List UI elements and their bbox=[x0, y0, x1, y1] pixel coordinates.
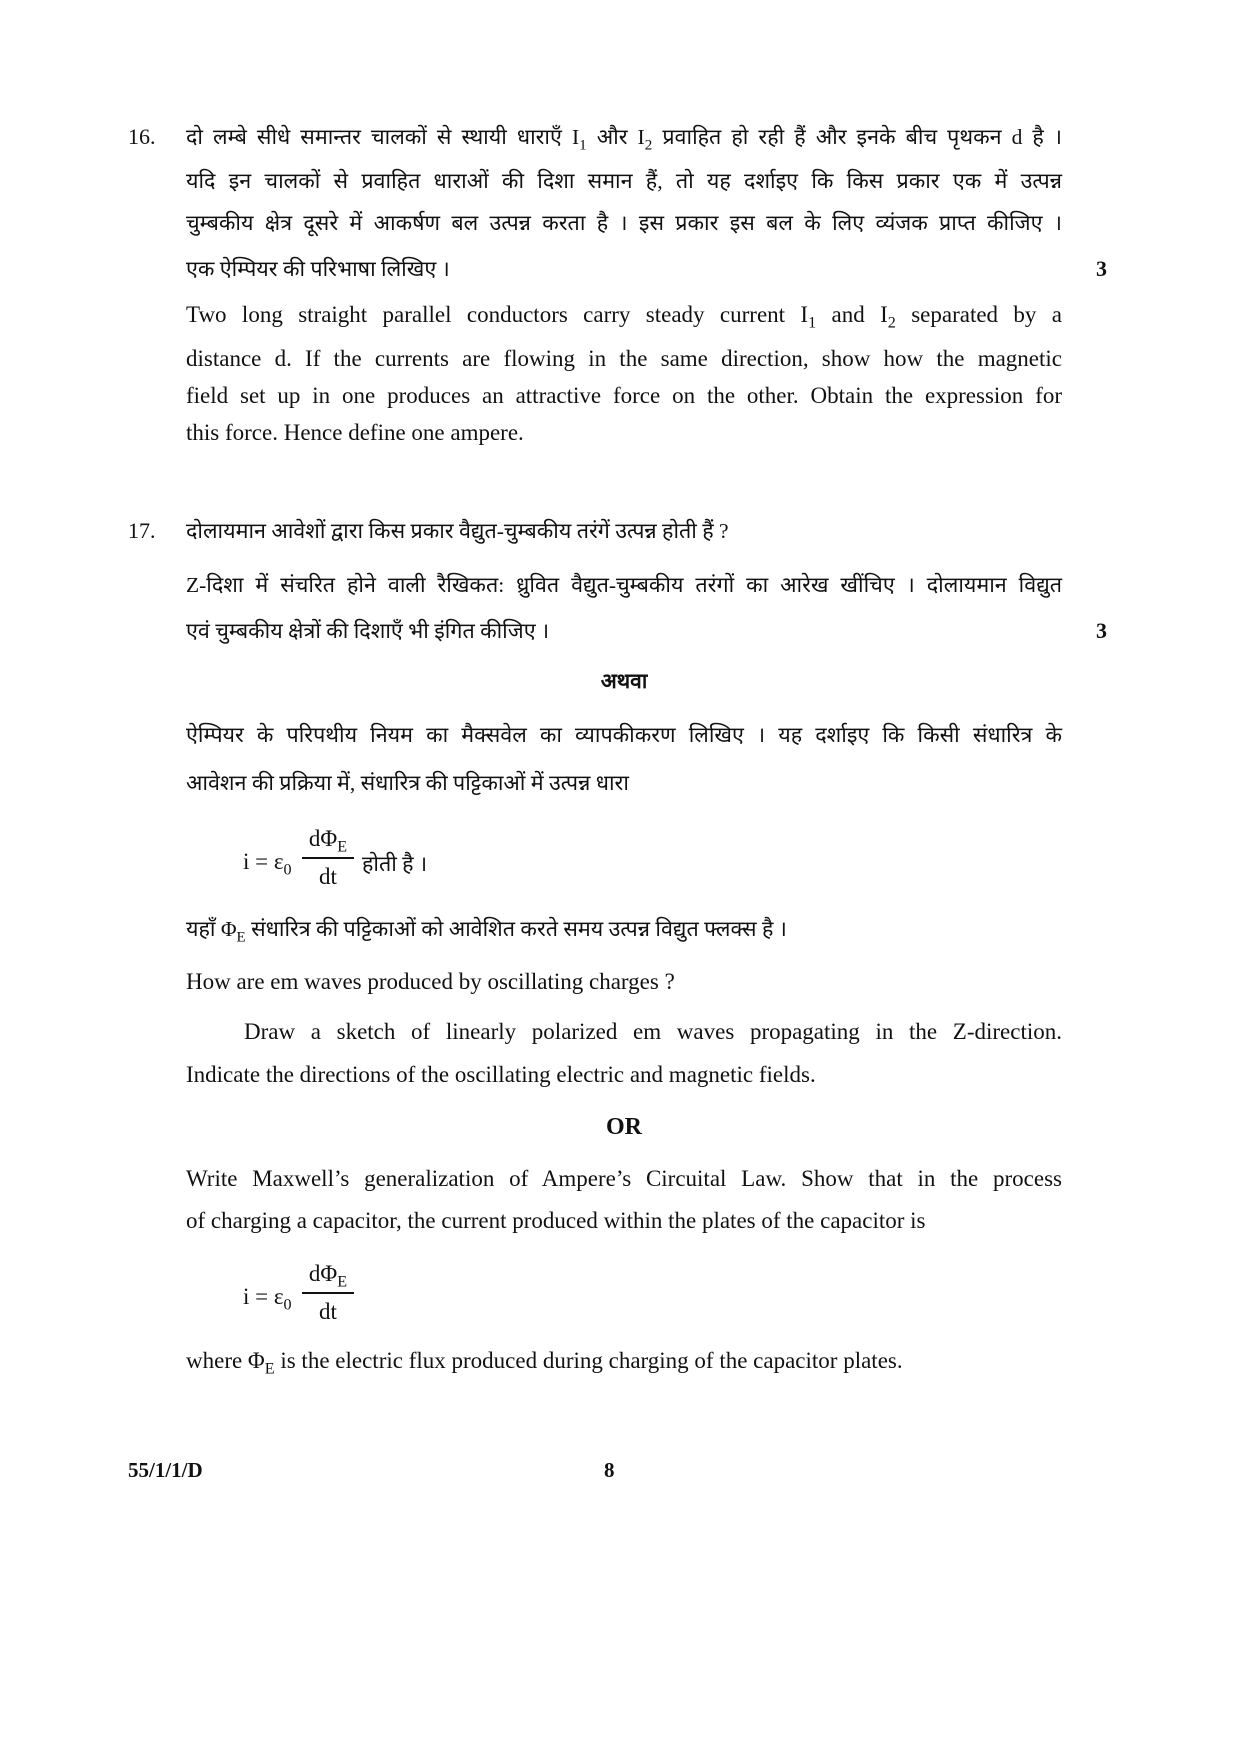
q16-hindi-line-3: चुम्बकीय क्षेत्र दूसरे में आकर्षण बल उत्पन्न करता है । इस प्रकार इस बल के लिए व्यंजक प्राप्त कीजिए । bbox=[186, 211, 1062, 235]
q17-hindi-line-2: Z-दिशा में संचरित होने वाली रैखिकत: ध्रुवित वैद्युत-चुम्बकीय तरंगों का आरेख खींचिए । दोलायमान विद्युत bbox=[186, 573, 1062, 597]
q16-hindi-line-2: यदि इन चालकों से प्रवाहित धाराओं की दिशा समान हैं, तो यह दर्शाइए कि किस प्रकार एक में उत्पन्न bbox=[186, 169, 1062, 193]
q17-or-hindi-line-2: आवेशन की प्रक्रिया में, संधारित्र की पट्टिकाओं में उत्पन्न धारा bbox=[186, 771, 629, 795]
formula-numerator: $d\Phi_E$ bbox=[308, 826, 348, 856]
formula-denominator: dt bbox=[319, 864, 337, 889]
fraction-bar bbox=[302, 1292, 354, 1294]
q16-english-line-3: field set up in one produces an attractive force on the other. Obtain the expression for bbox=[186, 383, 1062, 408]
formula-numerator: $d\Phi_E$ bbox=[308, 1261, 348, 1291]
q16-english-line-1: Two long straight parallel conductors carry steady current $I_1$ and $I_2$ separated by a bbox=[186, 302, 1063, 332]
q17-english-draw-line-2: Indicate the directions of the oscillating electric and magnetic fields. bbox=[186, 1062, 816, 1087]
formula-lhs: $i = \varepsilon_0$ bbox=[243, 1284, 292, 1314]
paper-code: 55/1/1/D bbox=[128, 1458, 203, 1482]
q17-hindi-where: यहाँ $\Phi_E$ संधारित्र की पट्टिकाओं को आवेशित करते समय उत्पन्न विद्युत फ्लक्स है । bbox=[186, 917, 787, 946]
fraction-bar bbox=[302, 857, 354, 859]
q17-english-draw-line-1: Draw a sketch of linearly polarized em waves propagating in the Z-direction. bbox=[244, 1019, 1062, 1044]
q17-english-where: where $\Phi_E$ is the electric flux produced during charging of the capacitor plates. bbox=[186, 1348, 903, 1378]
q17-hindi-line-3: एवं चुम्बकीय क्षेत्रों की दिशाएँ भी इंगित कीजिए । bbox=[186, 619, 550, 643]
q16-hindi-line-1: दो लम्बे सीधे समान्तर चालकों से स्थायी धाराएँ $I_1$ और $I_2$ प्रवाहित हो रही हैं और इनके बीच पृथकन d है । bbox=[186, 125, 1063, 154]
q16-english-line-2: distance d. If the currents are flowing in the same direction, show how the magnetic bbox=[186, 346, 1062, 371]
q16-hindi-line-4: एक ऐम्पियर की परिभाषा लिखिए । bbox=[186, 257, 450, 281]
q17-marks: 3 bbox=[1096, 618, 1107, 643]
q16-marks: 3 bbox=[1096, 256, 1107, 281]
q17-or-english-line-2: of charging a capacitor, the current produced within the plates of the capacitor is bbox=[186, 1208, 926, 1233]
formula-suffix: होती है । bbox=[362, 852, 428, 876]
q16-english-line-4: this force. Hence define one ampere. bbox=[186, 420, 524, 445]
or-hindi-heading: अथवा bbox=[600, 669, 648, 693]
or-english-heading: OR bbox=[606, 1114, 642, 1140]
q17-english-question: How are em waves produced by oscillating charges ? bbox=[186, 969, 675, 994]
formula-denominator: dt bbox=[319, 1299, 337, 1324]
q17-or-english-line-1: Write Maxwell’s generalization of Ampere’s Circuital Law. Show that in the process bbox=[186, 1166, 1062, 1191]
q17-hindi-line-1: दोलायमान आवेशों द्वारा किस प्रकार वैद्युत-चुम्बकीय तरंगें उत्पन्न होती हैं ? bbox=[186, 519, 729, 543]
page-number: 8 bbox=[604, 1458, 615, 1482]
question-17-number: 17. bbox=[128, 518, 156, 543]
question-16-number: 16. bbox=[128, 124, 156, 149]
q17-or-hindi-line-1: ऐम्पियर के परिपथीय नियम का मैक्सवेल का व्यापकीकरण लिखिए । यह दर्शाइए कि किसी संधारित्र के bbox=[186, 723, 1062, 747]
formula-lhs: $i = \varepsilon_0$ bbox=[243, 849, 292, 879]
